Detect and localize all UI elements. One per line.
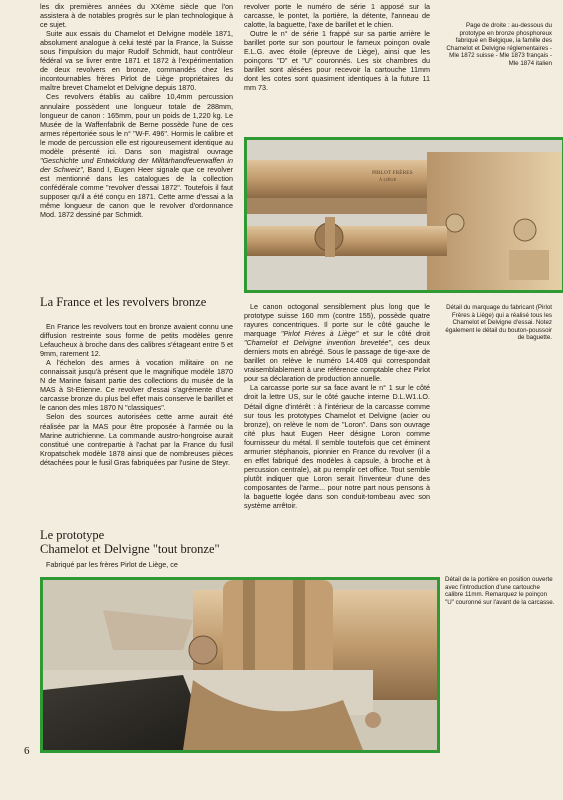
paragraph: Fabriqué par les frères Pirlot de Liège, ce: [46, 560, 178, 569]
maker-marking-text: PIRLOT FRÈRES: [372, 170, 413, 176]
heading-line: Le prototype: [40, 528, 105, 542]
paragraph: Suite aux essais du Chamelot et Delvigne modèle 1871, absolument analogue à celui testé par la France, la Suisse sous l'impulsion du major Rudolf Schmidt, haut contrôleur fédéral va se livrer entre 1871 et 1872 à l'expérimentation de deux revolvers en bronze, commandés chez les incontournables frères Pirlot de Liège propriétaires du maître brevet Chamelot et Delvigne depuis 1870.: [40, 29, 233, 93]
caption-right-page: Page de droite : au-dessous du prototype en bronze phosphoreux fabriqué en Belgique, la famille des Chamelot et Delvigne réglementaires - Mle 1872 suisse - Mle 1873 français - Mle 1874 italien: [446, 22, 552, 67]
caption-marking-detail: Détail du marquage du fabricant (Pirlot Frères à Liège) qui a réalisé tous les Chamelot et Delvigne d'essai. Notez également le détail du bouton-poussoir de baguette.: [445, 304, 552, 342]
revolver-marking-illustration: [247, 140, 562, 290]
maker-marking-text: À LIÈGE: [379, 177, 397, 182]
paragraph: revolver porte le numéro de série 1 apposé sur la carcasse, le pontet, la portière, la détente, l'anneau de calotte, la baguette, l'axe de barillet et le chien.: [244, 2, 430, 30]
paragraph: Le canon octogonal sensiblement plus long que le prototype suisse 160 mm (contre 155), possède quatre rayures concentriques. Il porte sur le côté gauche le marquage "Pirlot Frères à Liège" et sur le côté droit "Chamelot et Delvigne invention brevetée", ces deux derniers mots en abrégé. Sous le passage de tige-axe de barillet on relève le numéro 14.409 qui correspondait vraisemblablement à une référence comptable chez Pirlot pour sa déclaration de production annuelle.: [244, 302, 431, 384]
article-column-2-bottom: [244, 302, 430, 510]
heading-line: Chamelot et Delvigne "tout bronze": [40, 542, 220, 556]
paragraph: Selon des sources autorisées cette arme aurait été réalisée par la MAS pour être proposée à l'armée ou la Marine autrichienne. La commande austro-hongroise aurait constitué une contrepartie à l'achat par la France du fusil Kropatschek modèle 1878 ainsi que de nombreuses pièces détachées pour le fusil Gras fabriquées par l'usine de Steyr.: [40, 412, 233, 467]
revolver-loading-gate-illustration: [43, 580, 437, 750]
page-number: 6: [24, 745, 30, 757]
article-column-1-bottom: [40, 560, 233, 569]
revolver-loading-gate-photo: [40, 577, 440, 753]
article-column-1-top: [40, 2, 233, 219]
paragraph: Ces revolvers établis au calibre 10,4mm percussion annulaire possèdent une longueur totale de 288mm, longueur de canon : 165mm, pour un poids de 1,220 kg. Le Musée de la Waffenfabrik de Berne possède l'une de ces armes répertoriée sous le n° "W-F. 496". Hormis le calibre et le mode de percussion elle est rigoureusement identique au modèle présenté ici. Dans son magistral ouvrage "Geschichte und Entwicklung der Militärhandfeuerwaffen in der Schweiz", Band I, Eugen Heer signale que ce revolver est mentionné dans les catalogues de la collection confédérale comme "revolver d'essai 1872". Toutefois il faut supposer qu'il a été conçu en 1871. Cette arme d'essai a la même longueur de canon que le revolver d'ordonnance Mod. 1872 dessiné par Schmidt.: [40, 92, 233, 220]
caption-loading-gate: Détail de la portière en position ouverte avec l'introduction d'une cartouche calibre 11mm. Remarquez le poinçon "U" couronné sur l'avant de la carcasse.: [445, 576, 555, 606]
article-column-1-middle: [40, 322, 233, 467]
paragraph: En France les revolvers tout en bronze avaient connu une diffusion restreinte sous forme de petits modèles genre Lefaucheux à broche dans des calibres s'étageant entre 5 et 9mm, rarement 12.: [40, 322, 233, 359]
section-heading-prototype: [40, 528, 220, 556]
paragraph: A l'échelon des armes à vocation militaire on ne connaissait jusqu'à présent que le magnifique modèle 1870 N de Marine faisant partie des collections du musée de la MAS à St-Etienne. Ce revolver d'essai s'agrémente d'une carcasse bronze du plus bel effet mais conserve le barillet et le canon des mles 1870 N "classiques".: [40, 358, 233, 413]
revolver-marking-photo: [244, 137, 563, 293]
paragraph: les dix premières années du XXème siècle que l'on assistera à de notables progrès sur le plan technologique à ce sujet.: [40, 2, 233, 30]
section-heading-france: La France et les revolvers bronze: [40, 295, 207, 309]
paragraph: La carcasse porte sur sa face avant le n° 1 sur le côté droit la lettre US, sur le côté gauche interne D.L.W1.LO. Détail digne d'intérêt : à l'intérieur de la carcasse comme sur tous les prototypes Chamelot et Delvigne (acier ou bronze), on relève le nom de "Loron". Dans son ouvrage cité plus haut Eugen Heer désigne Loron comme fournisseur du métal. Il semble toutefois que cet éminent armurier stéphanois, pionnier en France du revolver (il a en effet fabriqué des modèles à capsule, à broche et à percussion centrale), ait pu remplir cet office. Tout semble plutôt indiquer que Loron serait l'inventeur d'une des composantes de l'arme... pour notre part nous pensons à la baguette logée dans son conduit-tombeau avec son système arrêtoir.: [244, 383, 430, 511]
article-column-2-top: [244, 2, 430, 92]
paragraph: Outre le n° de série 1 frappé sur sa partie arrière le barillet porte sur son pourtour le fameux poinçon ovale E.L.G. avec étoile (épreuve de Liège), ainsi que les poinçons "D" et "U" couronnés. Les six chambres du barillet sont alésées pour recevoir la cartouche 11mm dont les cotes sont quasiment identiques à la future 11 mm 73.: [244, 29, 430, 93]
